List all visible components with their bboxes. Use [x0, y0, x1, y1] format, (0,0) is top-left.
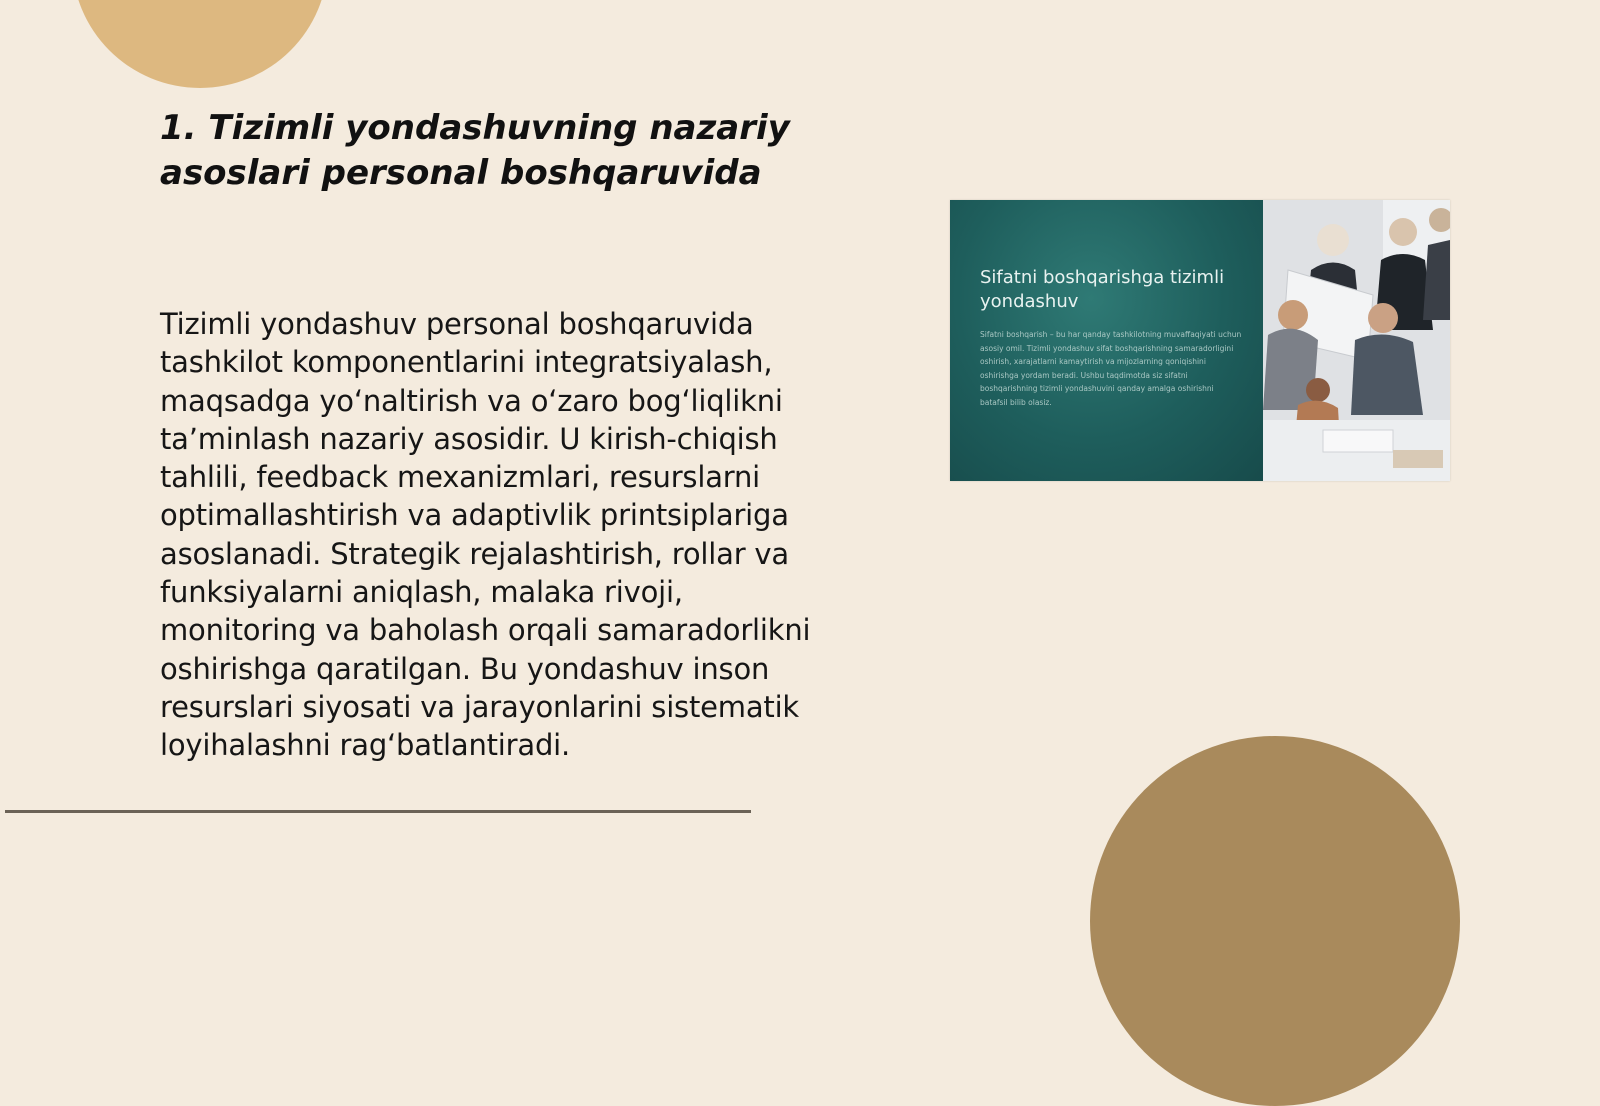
divider-line	[5, 810, 751, 813]
slide-thumbnail-image	[950, 200, 1450, 481]
thumbnail-description: Sifatni boshqarish – bu har qanday tashkilotning muvaffaqiyati uchun asosiy omil. Tizimli yondashuv sifat boshqarishning samaradorligini oshirish, xarajatlarni kamaytirish va mijozlarning qoniqishini oshirishga yordam beradi. Ushbu taqdimotda siz sifatni boshqarishning tizimli yondashuvini qanday amalga oshirishni batafsil bilib olasiz.	[980, 330, 1242, 407]
decorative-circle-top	[72, 0, 328, 88]
slide-body-text: Tizimli yondashuv personal boshqaruvida tashkilot komponentlarini integratsiyalash, maqsadga yo‘naltirish va o‘zaro bog‘liqlikni ta’minlash nazariy asosidir. U kirish-chiqish tahlili, feedback mexanizmlari, resurslarni optimallashtirish va adaptivlik printsiplariga asoslanadi. Strategik rejalashtirish, rollar va funksiyalarni aniqlash, malaka rivoji, monitoring va baholash orqali samaradorlikni oshirishga qaratilgan. Bu yondashuv inson resurslari siyosati va jarayonlarini sistematik loyihalashni rag‘batlantiradi.	[160, 307, 811, 763]
thumbnail-title: Sifatni boshqarishga tizimli yondashuv	[980, 267, 1225, 312]
slide-title: 1. Tizimli yondashuvning nazariy asoslari personal boshqaruvida	[160, 108, 790, 193]
team-photo-illustration	[1263, 200, 1450, 481]
decorative-circle-bottom	[1090, 736, 1460, 1106]
team-meeting-photo	[1263, 200, 1450, 481]
thumbnail-text-panel	[950, 200, 1263, 481]
